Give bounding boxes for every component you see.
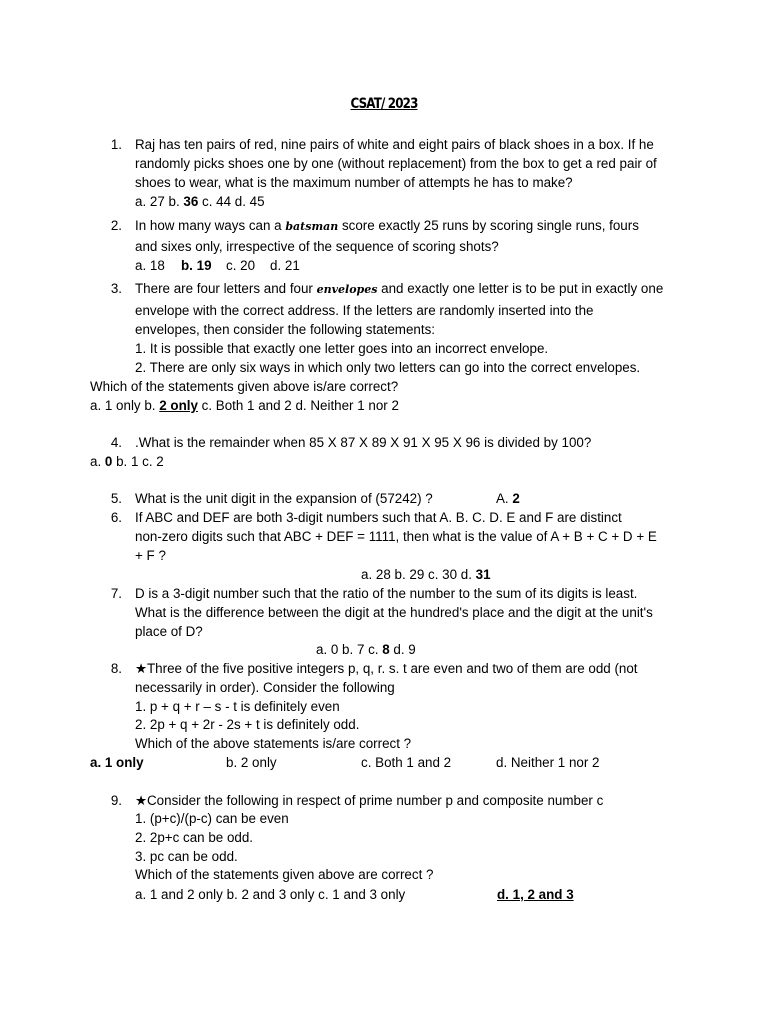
q8-number: 8. — [110, 661, 122, 676]
q2-number: 2. — [110, 218, 122, 233]
q1-option-rest: c. 44 d. 45 — [198, 194, 265, 209]
q2-handwritten-word: batsman — [285, 220, 339, 233]
q9-statement-1: 1. (p+c)/(p-c) can be even — [135, 811, 289, 826]
q8-line-1: ★Three of the five positive integers p, q, r. s. t are even and two of them are odd (not — [135, 661, 638, 676]
q3-options-pre: a. 1 only b. — [90, 398, 160, 413]
q1-line-3: shoes to wear, what is the maximum number of attempts he has to make? — [135, 175, 573, 190]
q7-options — [316, 642, 416, 658]
q5-number: 5. — [110, 491, 122, 506]
q8-option-b: b. 2 only — [226, 755, 277, 770]
q1-option-a: a. 27 b. — [135, 194, 184, 209]
q3-question: Which of the statements given above is/are correct? — [90, 379, 399, 394]
q6-options — [361, 567, 491, 583]
q9-answer: d. 1, 2 and 3 — [497, 887, 574, 902]
q7-answer: 8 — [382, 642, 390, 657]
q9-line-1: ★Consider the following in respect of prime number p and composite number c — [135, 793, 604, 808]
q9-statement-3: 3. pc can be odd. — [135, 849, 238, 864]
q2-option-a: a. 18 — [135, 258, 165, 273]
q7-line-2: What is the difference between the digit at the hundred's place and the digit at the unit's — [135, 605, 653, 620]
q6-line-1: If ABC and DEF are both 3-digit numbers such that A. B. C. D. E and F are distinct — [135, 510, 622, 525]
q2-option-c: c. 20 — [226, 258, 256, 273]
q2-line-2: and sixes only, irrespective of the sequence of scoring shots? — [135, 239, 499, 254]
q3-answer: 2 only — [159, 398, 198, 413]
q3-text-pre: There are four letters and four — [135, 281, 317, 296]
q8-option-d: d. Neither 1 nor 2 — [496, 755, 600, 770]
q4-answer: 0 — [104, 454, 113, 469]
q3-line-1 — [135, 281, 663, 298]
q9-options: a. 1 and 2 only b. 2 and 3 only c. 1 and 3 only — [135, 887, 406, 902]
q8-statement-2: 2. 2p + q + 2r - 2s + t is definitely odd. — [135, 717, 360, 732]
q6-line-2: non-zero digits such that ABC + DEF = 1111, then what is the value of A + B + C + D + E — [135, 529, 657, 544]
q4-number: 4. — [110, 435, 122, 450]
q8-option-c: c. Both 1 and 2 — [361, 755, 452, 770]
q4-options-pre: a. — [90, 454, 105, 469]
q1-options — [135, 194, 265, 210]
q1-answer: 36 — [183, 194, 199, 209]
q7-line-1: D is a 3-digit number such that the ratio of the number to the sum of its digits is least. — [135, 586, 638, 601]
q4-options-post: b. 1 c. 2 — [112, 454, 164, 469]
q8-question: Which of the above statements is/are correct ? — [135, 736, 412, 751]
q1-line-1: Raj has ten pairs of red, nine pairs of white and eight pairs of black shoes in a box. If he — [135, 137, 654, 152]
q6-answer: 31 — [475, 567, 491, 582]
q3-line-3: envelopes, then consider the following statements: — [135, 322, 435, 337]
q1-number: 1. — [110, 137, 122, 152]
q1-line-2: randomly picks shoes one by one (without replacement) from the box to get a red pair of — [135, 156, 657, 171]
q2-text-post: score exactly 25 runs by scoring single runs, fours — [338, 218, 639, 233]
q6-number: 6. — [110, 510, 122, 525]
q7-options-pre: a. 0 b. 7 c. — [316, 642, 383, 657]
q9-number: 9. — [110, 793, 122, 808]
q9-question: Which of the statements given above are correct ? — [135, 867, 434, 882]
page-title: CSAT/ 2023 — [350, 96, 418, 112]
q7-line-3: place of D? — [135, 624, 203, 639]
q2-answer: b. 19 — [181, 258, 212, 273]
q3-line-2: envelope with the correct address. If the letters are randomly inserted into the — [135, 303, 594, 318]
q3-text-post: and exactly one letter is to be put in exactly one — [377, 281, 664, 296]
q2-line-1 — [135, 218, 639, 235]
q3-statement-2: 2. There are only six ways in which only two letters can go into the correct envelopes. — [135, 360, 641, 375]
q4-options — [90, 454, 164, 470]
q2-text-pre: In how many ways can a — [135, 218, 286, 233]
q5-answer: 2 — [512, 491, 520, 506]
q3-options — [90, 398, 399, 414]
q6-options-pre: a. 28 b. 29 c. 30 d. — [361, 567, 476, 582]
q5-answer-pre: A. — [496, 491, 513, 506]
q3-number: 3. — [110, 281, 122, 296]
q4-line-1: .What is the remainder when 85 X 87 X 89 X 91 X 95 X 96 is divided by 100? — [135, 435, 592, 450]
q7-options-post: d. 9 — [389, 642, 416, 657]
q6-line-3: + F ? — [135, 548, 166, 563]
q5-answer-line — [496, 491, 520, 507]
q7-number: 7. — [110, 586, 122, 601]
q2-option-d: d. 21 — [270, 258, 300, 273]
q8-answer: a. 1 only — [90, 755, 144, 770]
q5-line-1: What is the unit digit in the expansion of (57242) ? — [135, 491, 433, 506]
q3-options-post: c. Both 1 and 2 d. Neither 1 nor 2 — [197, 398, 399, 413]
q8-line-2: necessarily in order). Consider the following — [135, 680, 395, 695]
q3-statement-1: 1. It is possible that exactly one letter goes into an incorrect envelope. — [135, 341, 549, 356]
q9-statement-2: 2. 2p+c can be odd. — [135, 830, 254, 845]
q8-statement-1: 1. p + q + r – s - t is definitely even — [135, 699, 340, 714]
q3-handwritten-word: envelopes — [316, 283, 378, 296]
